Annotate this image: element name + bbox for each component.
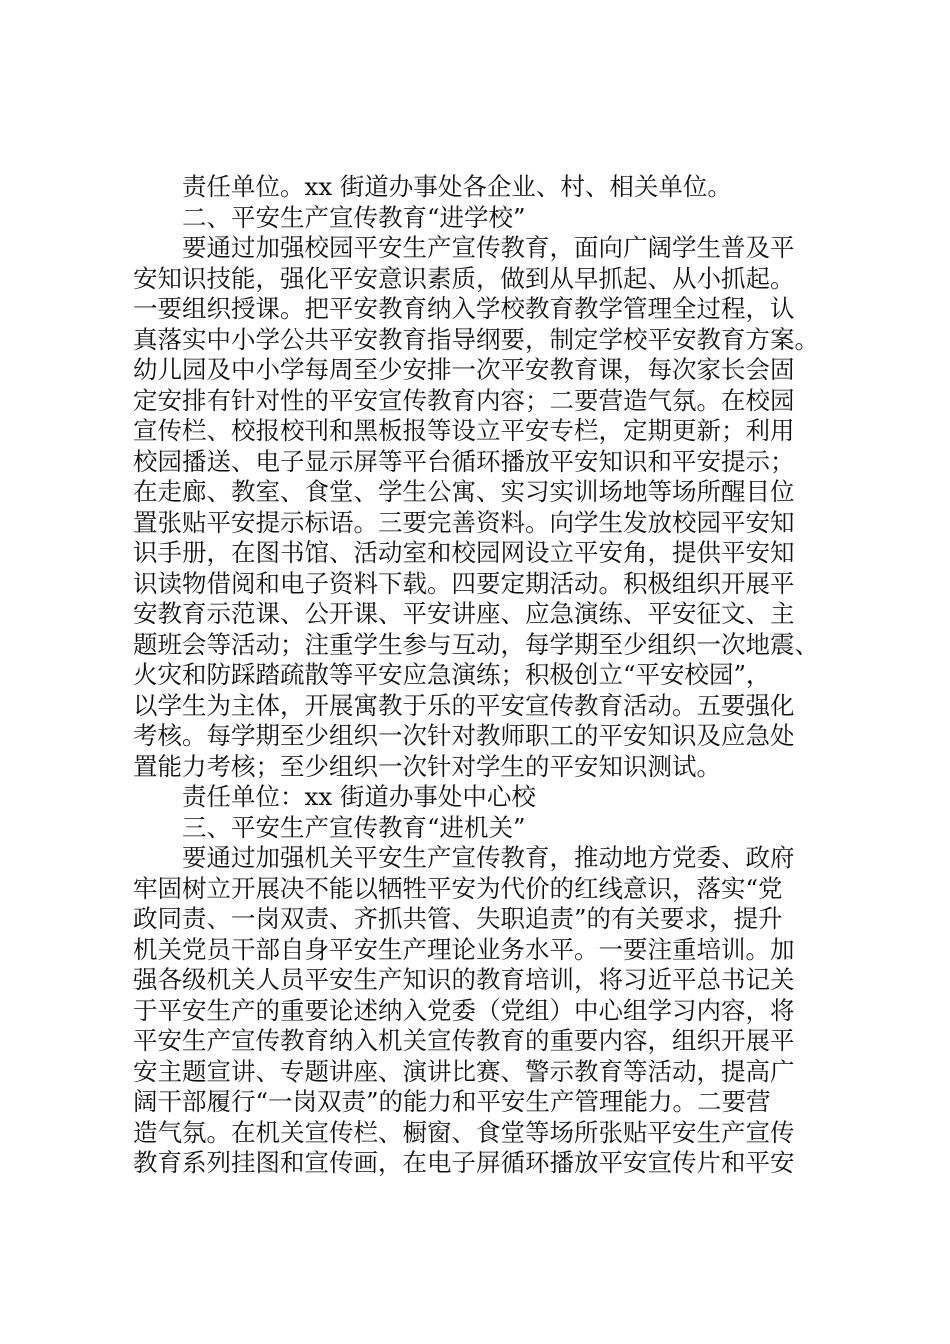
document-body (133, 172, 853, 1179)
text-line: 二、平安生产宣传教育“进学校” (182, 202, 526, 232)
text-line: 在走廊、教室、食堂、学生公寓、实习实训场地等场所醒目位 (133, 477, 795, 506)
text-line: 平安生产宣传教育纳入机关宣传教育的重要内容，组织开展平 (133, 1026, 795, 1055)
text-line: 识手册，在图书馆、活动室和校园网设立平安角，提供平安知 (133, 538, 795, 567)
text-line: 教育系列挂图和宣传画，在电子屏循环播放平安宣传片和平安 (133, 1148, 795, 1177)
text-line: 要通过加强校园平安生产宣传教育，面向广阔学生普及平 (182, 233, 795, 262)
text-line: 安教育示范课、公开课、平安讲座、应急演练、平安征文、主 (133, 599, 795, 628)
text-line: 幼儿园及中小学每周至少安排一次平安教育课，每次家长会固 (133, 355, 795, 384)
text-line: 真落实中小学公共平安教育指导纲要，制定学校平安教育方案。 (133, 324, 819, 354)
text-line: 牢固树立开展决不能以牺牲平安为代价的红线意识，落实“党 (133, 873, 783, 903)
text-line: 识读物借阅和电子资料下载。四要定期活动。积极组织开展平 (133, 568, 795, 598)
text-line: 置能力考核；至少组织一次针对学生的平安知识测试。 (133, 751, 721, 781)
text-line: 安主题宣讲、专题讲座、演讲比赛、警示教育等活动，提高广 (133, 1056, 795, 1086)
text-line: 定安排有针对性的平安宣传教育内容；二要营造气氛。在校园 (133, 385, 795, 415)
text-line: 机关党员干部自身平安生产理论业务水平。一要注重培训。加 (133, 934, 795, 964)
text-line: 阔干部履行“一岗双责”的能力和平安生产管理能力。二要营 (133, 1087, 771, 1116)
text-line: 安知识技能，强化平安意识素质，做到从早抓起、从小抓起。 (133, 263, 795, 293)
text-line: 考核。每学期至少组织一次针对教师职工的平安知识及应急处 (133, 721, 795, 750)
text-line: 要通过加强机关平安生产宣传教育，推动地方党委、政府 (182, 843, 795, 872)
text-line: 强各级机关人员平安生产知识的教育培训，将习近平总书记关 (133, 965, 795, 994)
text-line: 置张贴平安提示标语。三要完善资料。向学生发放校园平安知 (133, 507, 795, 537)
text-line: 三、平安生产宣传教育“进机关” (182, 812, 526, 842)
text-line: 题班会等活动；注重学生参与互动，每学期至少组织一次地震、 (133, 629, 819, 659)
text-line: 一要组织授课。把平安教育纳入学校教育教学管理全过程，认 (133, 294, 795, 323)
text-line: 宣传栏、校报校刊和黑板报等设立平安专栏，定期更新；利用 (133, 416, 795, 445)
text-line: 校园播送、电子显示屏等平台循环播放平安知识和平安提示； (133, 446, 795, 476)
text-line: 于平安生产的重要论述纳入党委（党组）中心组学习内容，将 (133, 995, 795, 1025)
text-line: 责任单位：xx 街道办事处中心校 (182, 782, 536, 811)
text-line: 政同责、一岗双责、齐抓共管、失职追责”的有关要求，提升 (133, 904, 783, 933)
text-line: 以学生为主体，开展寓教于乐的平安宣传教育活动。五要强化 (133, 690, 795, 720)
text-line: 责任单位。xx 街道办事处各企业、村、相关单位。 (182, 172, 732, 201)
text-line: 造气氛。在机关宣传栏、橱窗、食堂等场所张贴平安生产宣传 (133, 1117, 795, 1147)
text-line: 火灾和防踩踏疏散等平安应急演练；积极创立“平安校园”， (133, 660, 771, 689)
